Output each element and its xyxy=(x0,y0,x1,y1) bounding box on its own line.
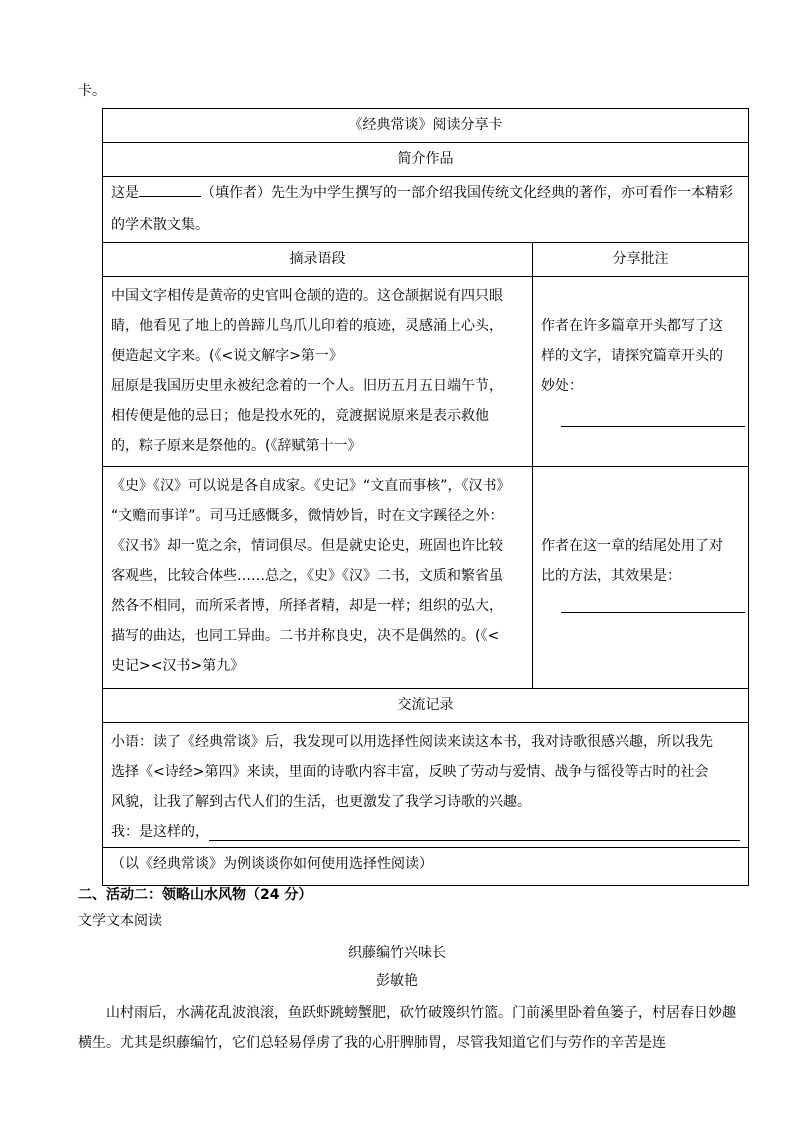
excerpt-1-line: 屈原是我国历史里永被纪念着的一个人。旧历五月五日端午节， xyxy=(111,378,503,394)
note-2-answer-line[interactable] xyxy=(561,611,745,613)
reading-share-card xyxy=(102,108,749,886)
col-note-header: 分享批注 xyxy=(533,243,749,277)
intro-header: 简介作品 xyxy=(103,143,749,177)
excerpt-2-line: 史记><汉书>第九》 xyxy=(111,658,245,674)
me-answer-line[interactable] xyxy=(209,839,740,841)
excerpt-2-line: 描写的曲达，也同工异曲。二书并称良史，决不是偶然的。(《< xyxy=(111,628,500,644)
intro-text-start: 这是 xyxy=(111,185,139,201)
excerpt-1-line: 中国文字相传是黄帝的史官叫仓颉的造的。这仓颉据说有四只眼 xyxy=(111,288,503,304)
article-paragraph: 山村雨后，水满花乱波浪滚，鱼跃虾跳螃蟹肥，砍竹破篾织竹篮。门前溪里卧着鱼篓子，村居春日妙趣横生。尤其是织藤编竹，它们总轻易俘虏了我的心肝脾肺胃，尽管我知道它们与劳作的辛苦是连 xyxy=(78,1005,736,1051)
excerpt-1-line: 便造起文字来。(《<说文解字>第一》 xyxy=(111,348,343,364)
excerpt-2 xyxy=(103,467,533,689)
note-2-line: 比的方法，其效果是： xyxy=(541,568,681,584)
exchange-line: 小语：读了《经典常谈》后，我发现可以用选择性阅读来读这本书，我对诗歌很感兴趣，所以我先 xyxy=(111,734,713,750)
card-title: 《经典常谈》阅读分享卡 xyxy=(103,109,749,143)
excerpt-2-line: 《史》《汉》可以说是各自成家。《史记》“文直而事核”，《汉书》 xyxy=(111,478,511,494)
col-excerpt-header: 摘录语段 xyxy=(103,243,533,277)
section-sub-label: 文学文本阅读 xyxy=(78,913,162,929)
author-blank[interactable] xyxy=(139,195,201,197)
me-label: 我：是这样的， xyxy=(111,824,209,840)
note-1-line: 样的文字，请探究篇章开头的 xyxy=(541,348,723,364)
exchange-line: 风貌，让我了解到古代人们的生活，也更激发了我学习诗歌的兴趣。 xyxy=(111,794,531,810)
note-1-line: 作者在许多篇章开头都写了这 xyxy=(541,318,723,334)
me-line xyxy=(111,817,740,847)
exchange-header: 交流记录 xyxy=(103,689,749,723)
note-2 xyxy=(533,467,749,689)
exchange-cell xyxy=(103,723,749,848)
note-1 xyxy=(533,277,749,467)
section-2-title: 二、活动二：领略山水风物（24 分） xyxy=(78,887,313,903)
excerpt-2-line: 《汉书》却一览之余，情词俱尽。但是就史论史，班固也许比较 xyxy=(111,538,503,554)
article-author: 彭敏艳 xyxy=(376,973,418,989)
exchange-line: 选择《<诗经>第四》来读，里面的诗歌内容丰富，反映了劳动与爱情、战争与徭役等古时的社会 xyxy=(111,764,709,780)
excerpt-1-line: 的，粽子原来是祭他的。(《辞赋第十一》 xyxy=(111,438,362,454)
note-1-line: 妙处： xyxy=(541,378,583,394)
excerpt-2-line: 然各不相同，而所采者博，所择者精，却是一样；组织的弘大， xyxy=(111,598,503,614)
excerpt-2-line: “文赡而事详”。司马迁感慨多，微情妙旨，时在文字蹊径之外： xyxy=(111,508,504,524)
note-2-line: 作者在这一章的结尾处用了对 xyxy=(541,538,723,554)
note-1-answer-line[interactable] xyxy=(561,425,745,427)
intro-text-end: （填作者）先生为中学生撰写的一部介绍我国传统文化经典的著作，亦可看作一本精彩的学术散文集。 xyxy=(111,185,733,233)
continuation-text: 卡。 xyxy=(78,83,106,99)
excerpt-2-line: 客观些，比较合体些……总之，《史》《汉》二书，文质和繁省虽 xyxy=(111,568,503,584)
article-title: 织藤编竹兴味长 xyxy=(348,945,446,961)
excerpt-1 xyxy=(103,277,533,467)
excerpt-1-line: 睛，他看见了地上的兽蹄儿鸟爪儿印着的痕迹，灵感涌上心头， xyxy=(111,318,503,334)
intro-cell xyxy=(103,177,749,243)
excerpt-1-line: 相传便是他的忌日；他是投水死的，竞渡据说原来是表示救他 xyxy=(111,408,489,424)
prompt-cell: （以《经典常谈》为例谈谈你如何使用选择性阅读） xyxy=(103,848,749,886)
